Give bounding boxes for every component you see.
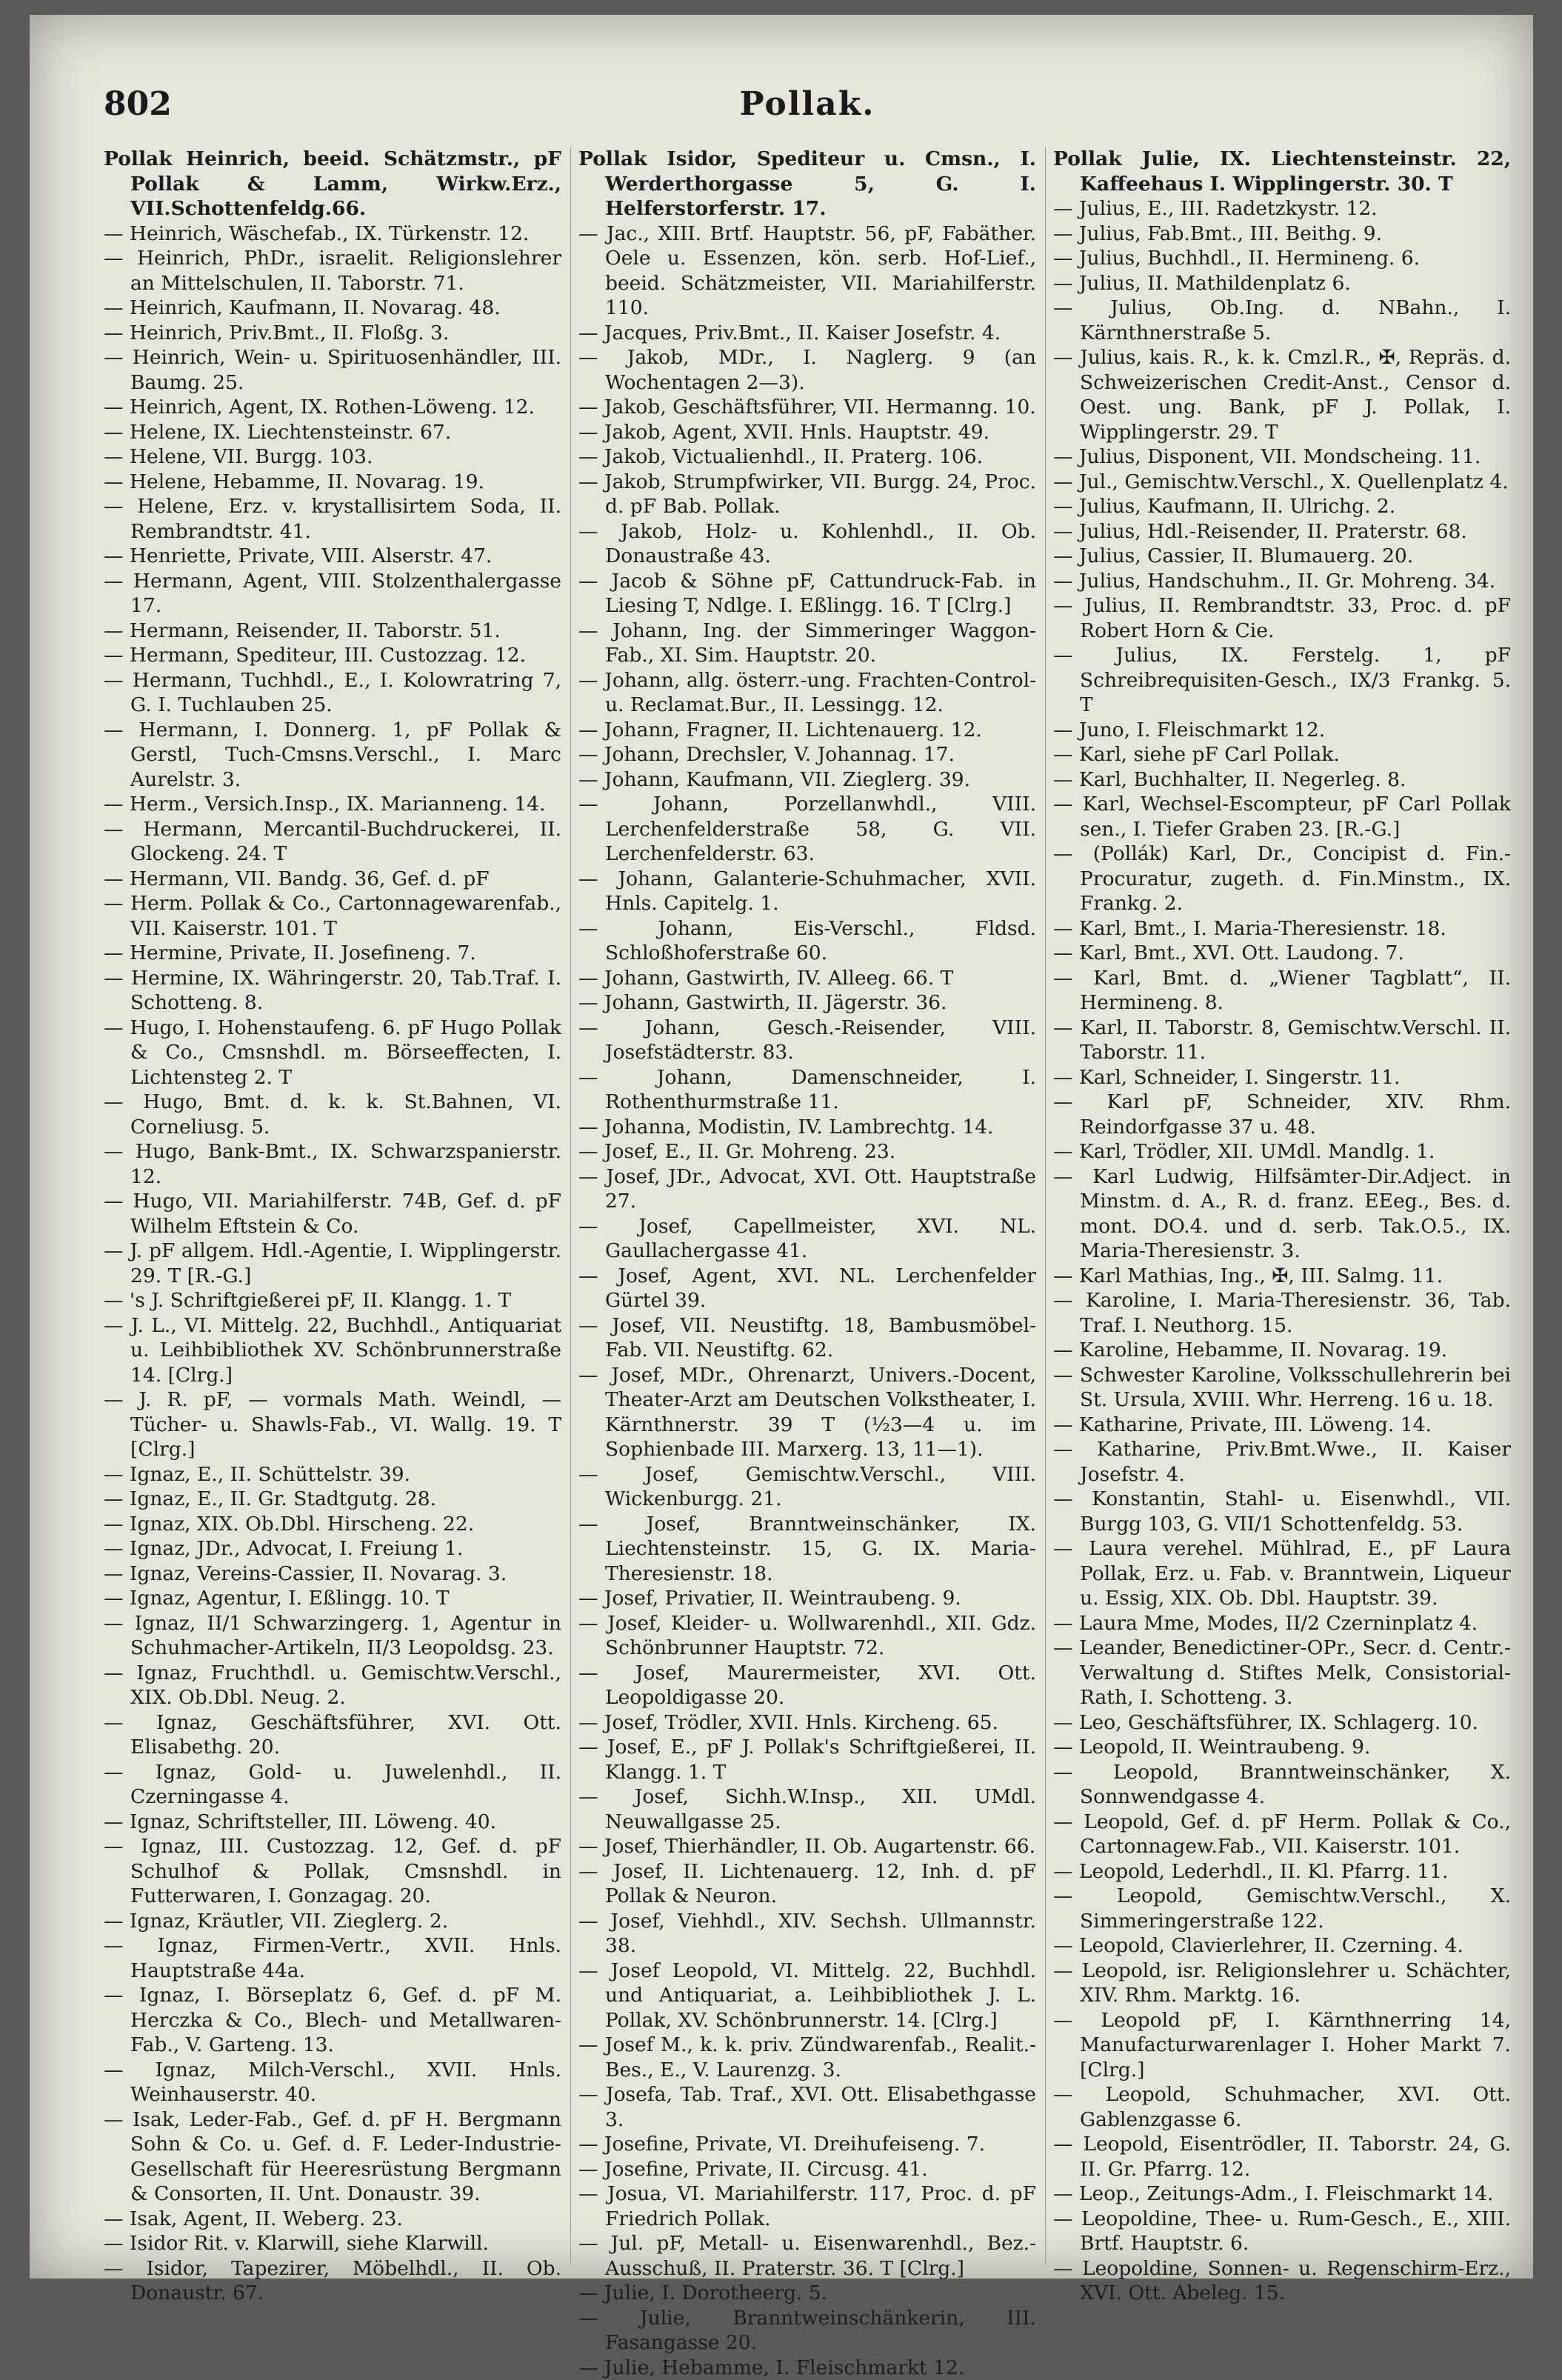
- directory-entry: — Johann, Damenschneider, I. Rothenthurmstraße 11.: [578, 1065, 1036, 1115]
- directory-entry-head: Pollak Julie, IX. Liechtensteinstr. 22, Kaffeehaus I. Wipplingerstr. 30. T: [1053, 147, 1511, 196]
- directory-entry: — Laura Mme, Modes, II/2 Czerninplatz 4.: [1053, 1611, 1511, 1636]
- page-header: [104, 85, 1511, 137]
- column-1: [104, 147, 561, 2265]
- directory-entry: — Johann, Gastwirth, IV. Alleeg. 66. T: [578, 966, 1036, 991]
- directory-entry: — Leopold, Schuhmacher, XVI. Ott. Gablenzgasse 6.: [1053, 2082, 1511, 2132]
- directory-entry: — Jacques, Priv.Bmt., II. Kaiser Josefstr. 4.: [578, 321, 1036, 346]
- directory-entry: — Hermine, Private, II. Josefineng. 7.: [104, 941, 561, 966]
- directory-entry: — Karl Ludwig, Hilfsämter-Dir.Adject. in Minstm. d. A., R. d. franz. EEeg., Bes. d. mont. DO.4. und d. serb. Tak.O.5., IX. Maria-Theresienstr. 3.: [1053, 1164, 1511, 1264]
- directory-entry: — Heinrich, Wäschefab., IX. Türkenstr. 12.: [104, 221, 561, 247]
- directory-entry: — Josef, II. Lichtenauerg. 12, Inh. d. pF Pollak & Neuron.: [578, 1859, 1036, 1909]
- page-title: Pollak.: [104, 85, 1511, 123]
- directory-entry: — Jakob, Agent, XVII. Hnls. Hauptstr. 49.: [578, 420, 1036, 445]
- directory-entry: — Julius, kais. R., k. k. Cmzl.R., ✠, Repräs. d. Schweizerischen Credit-Anst., Censor d. Oest. ung. Bank, pF J. Pollak, I. Wipplingerstr. 29. T: [1053, 345, 1511, 444]
- directory-entry: — Julius, II. Mathildenplatz 6.: [1053, 271, 1511, 296]
- directory-entry: — Hermine, IX. Währingerstr. 20, Tab.Traf. I. Schotteng. 8.: [104, 966, 561, 1016]
- directory-entry: — J. L., VI. Mittelg. 22, Buchhdl., Antiquariat u. Leihbibliothek XV. Schönbrunnerstraße 14. [Clrg.]: [104, 1313, 561, 1388]
- directory-entry: — Johann, Gesch.-Reisender, VIII. Josefstädterstr. 83.: [578, 1016, 1036, 1065]
- directory-entry: — Heinrich, Wein- u. Spirituosenhändler, III. Baumg. 25.: [104, 345, 561, 395]
- directory-entry: — Leopold pF, I. Kärnthnerring 14, Manufacturwarenlager I. Hoher Markt 7. [Clrg.]: [1053, 2008, 1511, 2083]
- directory-entry: — Julius, Ob.Ing. d. NBahn., I. Kärnthnerstraße 5.: [1053, 296, 1511, 345]
- directory-entry: — Heinrich, Agent, IX. Rothen-Löweng. 12.: [104, 395, 561, 420]
- directory-entry: — Hugo, Bank-Bmt., IX. Schwarzspanierstr. 12.: [104, 1139, 561, 1189]
- directory-columns: [104, 147, 1511, 2265]
- directory-entry: — Josef, Kleider- u. Wollwarenhdl., XII. Gdz. Schönbrunner Hauptstr. 72.: [578, 1611, 1036, 1661]
- directory-entry: — Karl pF, Schneider, XIV. Rhm. Reindorfgasse 37 u. 48.: [1053, 1090, 1511, 1139]
- directory-entry: — Ignaz, I. Börseplatz 6, Gef. d. pF M. Herczka & Co., Blech- und Metallwaren-Fab., V. Garteng. 13.: [104, 1983, 561, 2058]
- directory-entry: — Ignaz, Milch-Verschl., XVII. Hnls. Weinhauserstr. 40.: [104, 2058, 561, 2107]
- directory-entry: — Schwester Karoline, Volksschullehrerin bei St. Ursula, XVIII. Whr. Herreng. 16 u. 18.: [1053, 1363, 1511, 1413]
- directory-entry: — Karl Mathias, Ing., ✠, III. Salmg. 11.: [1053, 1264, 1511, 1289]
- directory-entry: — Hermann, I. Donnerg. 1, pF Pollak & Gerstl, Tuch-Cmsns.Verschl., I. Marc Aurelstr. 3.: [104, 718, 561, 793]
- directory-entry: — Jakob, Strumpfwirker, VII. Burgg. 24, Proc. d. pF Bab. Pollak.: [578, 470, 1036, 519]
- directory-entry: — Josefa, Tab. Traf., XVI. Ott. Elisabethgasse 3.: [578, 2082, 1036, 2132]
- directory-entry: — Leander, Benedictiner-OPr., Secr. d. Centr.-Verwaltung d. Stiftes Melk, Consistorial-Rath, I. Schotteng. 3.: [1053, 1636, 1511, 1710]
- directory-entry: — Karl, Bmt. d. „Wiener Tagblatt“, II. Hermineng. 8.: [1053, 966, 1511, 1016]
- directory-entry: — Johanna, Modistin, IV. Lambrechtg. 14.: [578, 1115, 1036, 1140]
- directory-entry: — Josef, E., II. Gr. Mohreng. 23.: [578, 1139, 1036, 1164]
- directory-entry: — Julius, Cassier, II. Blumauerg. 20.: [1053, 544, 1511, 569]
- directory-entry: — (Pollák) Karl, Dr., Concipist d. Fin.-Procuratur, zugeth. d. Fin.Minstm., IX. Frankg. 2.: [1053, 841, 1511, 916]
- directory-entry: — Ignaz, III. Custozzag. 12, Gef. d. pF Schulhof & Pollak, Cmsnshdl. in Futterwaren, I. Gonzagag. 20.: [104, 1834, 561, 1909]
- directory-entry: — Josef, MDr., Ohrenarzt, Univers.-Docent, Theater-Arzt am Deutschen Volkstheater, I. Kärnthnerstr. 39 T (½3—4 u. im Sophienbade III. Marxerg. 13, 11—1).: [578, 1363, 1036, 1462]
- directory-entry: — Leopold, Clavierlehrer, II. Czerning. 4.: [1053, 1933, 1511, 1959]
- directory-entry: — Josef, Viehhdl., XIV. Sechsh. Ullmannstr. 38.: [578, 1909, 1036, 1959]
- directory-entry: — Julius, II. Rembrandtstr. 33, Proc. d. pF Robert Horn & Cie.: [1053, 593, 1511, 643]
- directory-entry: — Josef, E., pF J. Pollak's Schriftgießerei, II. Klangg. 1. T: [578, 1735, 1036, 1784]
- directory-entry: — J. pF allgem. Hdl.-Agentie, I. Wipplingerstr. 29. T [R.-G.]: [104, 1239, 561, 1288]
- directory-entry: — Hugo, I. Hohenstaufeng. 6. pF Hugo Pollak & Co., Cmsnshdl. m. Börseeffecten, I. Lichtensteg 2. T: [104, 1016, 561, 1090]
- directory-entry: — Hermann, Agent, VIII. Stolzenthalergasse 17.: [104, 569, 561, 619]
- directory-page: [30, 15, 1533, 2279]
- directory-entry: — Julius, E., III. Radetzkystr. 12.: [1053, 196, 1511, 221]
- directory-entry: — Herm. Pollak & Co., Cartonnagewarenfab., VII. Kaiserstr. 101. T: [104, 891, 561, 941]
- directory-entry: — Julius, Fab.Bmt., III. Beithg. 9.: [1053, 221, 1511, 247]
- directory-entry: — Johann, Ing. der Simmeringer Waggon-Fab., XI. Sim. Hauptstr. 20.: [578, 619, 1036, 668]
- column-2: [578, 147, 1036, 2265]
- directory-entry: — Leopold, II. Weintraubeng. 9.: [1053, 1735, 1511, 1760]
- directory-entry: — Julie, I. Dorotheerg. 5.: [578, 2281, 1036, 2306]
- directory-entry: — Josef, Agent, XVI. NL. Lerchenfelder Gürtel 39.: [578, 1264, 1036, 1313]
- directory-entry: — Julie, Hebamme, I. Fleischmarkt 12.: [578, 2356, 1036, 2380]
- directory-entry: — Konstantin, Stahl- u. Eisenwhdl., VII. Burgg 103, G. VII/1 Schottenfeldg. 53.: [1053, 1487, 1511, 1536]
- directory-entry: — Josef, Privatier, II. Weintraubeng. 9.: [578, 1586, 1036, 1611]
- directory-entry: — Katharine, Private, III. Löweng. 14.: [1053, 1413, 1511, 1438]
- directory-entry-head: Pollak Heinrich, beeid. Schätzmstr., pF Pollak & Lamm, Wirkw.Erz., VII.Schottenfeldg.66.: [104, 147, 561, 221]
- directory-entry: — Johann, Galanterie-Schuhmacher, XVII. Hnls. Capitelg. 1.: [578, 867, 1036, 916]
- directory-entry: — Jac., XIII. Brtf. Hauptstr. 56, pF, Fabäther. Oele u. Essenzen, kön. serb. Hof-Lief., beeid. Schätzmeister, VII. Mariahilferstr. 110.: [578, 221, 1036, 321]
- directory-entry: — Jul. pF, Metall- u. Eisenwarenhdl., Bez.-Ausschuß, II. Praterstr. 36. T [Clrg.]: [578, 2231, 1036, 2281]
- directory-entry: — Josefine, Private, II. Circusg. 41.: [578, 2157, 1036, 2182]
- directory-entry: — Ignaz, Firmen-Vertr., XVII. Hnls. Hauptstraße 44a.: [104, 1933, 561, 1983]
- directory-entry: — Leopold, Eisentrödler, II. Taborstr. 24, G. II. Gr. Pfarrg. 12.: [1053, 2132, 1511, 2181]
- column-3: [1053, 147, 1511, 2265]
- directory-entry: — Karl, Trödler, XII. UMdl. Mandlg. 1.: [1053, 1139, 1511, 1164]
- directory-entry: — Leopoldine, Sonnen- u. Regenschirm-Erz., XVI. Ott. Abeleg. 15.: [1053, 2256, 1511, 2306]
- directory-entry: — 's J. Schriftgießerei pF, II. Klangg. 1. T: [104, 1288, 561, 1313]
- directory-entry: — Ignaz, E., II. Gr. Stadtgutg. 28.: [104, 1487, 561, 1512]
- directory-entry: — Julius, Buchhdl., II. Hermineng. 6.: [1053, 246, 1511, 271]
- directory-entry: — Heinrich, Kaufmann, II. Novarag. 48.: [104, 296, 561, 321]
- directory-entry: — Hermann, Tuchhdl., E., I. Kolowratring 7, G. I. Tuchlauben 25.: [104, 668, 561, 718]
- directory-entry: — Heinrich, PhDr., israelit. Religionslehrer an Mittelschulen, II. Taborstr. 71.: [104, 246, 561, 296]
- directory-entry: — Josef, Sichh.W.Insp., XII. UMdl. Neuwallgasse 25.: [578, 1784, 1036, 1834]
- directory-entry: — Herm., Versich.Insp., IX. Marianneng. 14.: [104, 792, 561, 817]
- directory-entry: — Julius, Disponent, VII. Mondscheing. 11.: [1053, 444, 1511, 470]
- directory-entry: — Josef, Branntweinschänker, IX. Liechtensteinstr. 15, G. IX. Maria-Theresienstr. 18.: [578, 1512, 1036, 1587]
- directory-entry: — Josef, JDr., Advocat, XVI. Ott. Hauptstraße 27.: [578, 1164, 1036, 1214]
- directory-entry: — Ignaz, II/1 Schwarzingerg. 1, Agentur in Schuhmacher-Artikeln, II/3 Leopoldsg. 23.: [104, 1611, 561, 1661]
- directory-entry: — Karl, Schneider, I. Singerstr. 11.: [1053, 1065, 1511, 1090]
- directory-entry: — Julius, Kaufmann, II. Ulrichg. 2.: [1053, 494, 1511, 519]
- directory-entry: — Josef, Gemischtw.Verschl., VIII. Wickenburgg. 21.: [578, 1462, 1036, 1512]
- directory-entry: — Julius, IX. Ferstelg. 1, pF Schreibrequisiten-Gesch., IX/3 Frankg. 5. T: [1053, 643, 1511, 718]
- directory-entry: — Helene, VII. Burgg. 103.: [104, 444, 561, 470]
- directory-entry: — Leo, Geschäftsführer, IX. Schlagerg. 10.: [1053, 1710, 1511, 1736]
- directory-entry: — Johann, Porzellanwhdl., VIII. Lerchenfelderstraße 58, G. VII. Lerchenfelderstr. 63.: [578, 792, 1036, 867]
- directory-entry: — Ignaz, XIX. Ob.Dbl. Hirscheng. 22.: [104, 1512, 561, 1537]
- directory-entry: — Ignaz, Schriftsteller, III. Löweng. 40.: [104, 1810, 561, 1835]
- directory-entry: — Josua, VI. Mariahilferstr. 117, Proc. d. pF Friedrich Pollak.: [578, 2181, 1036, 2231]
- directory-entry: — Isak, Agent, II. Weberg. 23.: [104, 2207, 561, 2232]
- directory-entry: — Ignaz, Fruchthdl. u. Gemischtw.Verschl., XIX. Ob.Dbl. Neug. 2.: [104, 1661, 561, 1710]
- directory-entry: — Jakob, Geschäftsführer, VII. Hermanng. 10.: [578, 395, 1036, 420]
- directory-entry: — Karl, Buchhalter, II. Negerleg. 8.: [1053, 767, 1511, 793]
- directory-entry: — Ignaz, Geschäftsführer, XVI. Ott. Elisabethg. 20.: [104, 1710, 561, 1760]
- directory-entry: — Leopold, isr. Religionslehrer u. Schächter, XIV. Rhm. Marktg. 16.: [1053, 1959, 1511, 2008]
- directory-entry: — Hermann, VII. Bandg. 36, Gef. d. pF: [104, 867, 561, 892]
- directory-entry: — Ignaz, Vereins-Cassier, II. Novarag. 3.: [104, 1561, 561, 1587]
- directory-entry: — Josef M., k. k. priv. Zündwarenfab., Realit.-Bes., E., V. Laurenzg. 3.: [578, 2033, 1036, 2082]
- directory-entry: — Ignaz, Agentur, I. Eßlingg. 10. T: [104, 1586, 561, 1611]
- directory-entry: — Johann, Drechsler, V. Johannag. 17.: [578, 742, 1036, 767]
- directory-entry: — Ignaz, Gold- u. Juwelenhdl., II. Czerningasse 4.: [104, 1760, 561, 1810]
- directory-entry: — Karl, Bmt., XVI. Ott. Laudong. 7.: [1053, 941, 1511, 966]
- directory-entry: — Karl, Bmt., I. Maria-Theresienstr. 18.: [1053, 916, 1511, 941]
- directory-entry: — Johann, Gastwirth, II. Jägerstr. 36.: [578, 990, 1036, 1016]
- directory-entry: — Laura verehel. Mühlrad, E., pF Laura Pollak, Erz. u. Fab. v. Branntwein, Liqueur u. Essig, XIX. Ob. Dbl. Hauptstr. 39.: [1053, 1536, 1511, 1611]
- directory-entry: — Josef Leopold, VI. Mittelg. 22, Buchhdl. und Antiquariat, a. Leihbibliothek J. L. Pollak, XV. Schönbrunnerstr. 14. [Clrg.]: [578, 1959, 1036, 2033]
- directory-entry: — Katharine, Priv.Bmt.Wwe., II. Kaiser Josefstr. 4.: [1053, 1437, 1511, 1487]
- directory-entry: — Jakob, Victualienhdl., II. Praterg. 106.: [578, 444, 1036, 470]
- directory-entry: — Leopold, Gemischtw.Verschl., X. Simmeringerstraße 122.: [1053, 1884, 1511, 1933]
- directory-entry: — Josef, Trödler, XVII. Hnls. Kircheng. 65.: [578, 1710, 1036, 1736]
- directory-entry: — Hugo, VII. Mariahilferstr. 74B, Gef. d. pF Wilhelm Eftstein & Co.: [104, 1189, 561, 1239]
- directory-entry: — Karl, Wechsel-Escompteur, pF Carl Pollak sen., I. Tiefer Graben 23. [R.-G.]: [1053, 792, 1511, 841]
- directory-entry: — Johann, Kaufmann, VII. Zieglerg. 39.: [578, 767, 1036, 793]
- column-divider: [570, 147, 571, 2265]
- directory-entry: — Julius, Hdl.-Reisender, II. Praterstr. 68.: [1053, 519, 1511, 544]
- directory-entry: — Heinrich, Priv.Bmt., II. Floßg. 3.: [104, 321, 561, 346]
- column-divider: [1045, 147, 1046, 2265]
- directory-entry: — Hermann, Spediteur, III. Custozzag. 12.: [104, 643, 561, 668]
- directory-entry: — Johann, allg. österr.-ung. Frachten-Control- u. Reclamat.Bur., II. Lessingg. 12.: [578, 668, 1036, 718]
- directory-entry: — Karl, siehe pF Carl Pollak.: [1053, 742, 1511, 767]
- directory-entry: — Helene, Erz. v. krystallisirtem Soda, II. Rembrandtstr. 41.: [104, 494, 561, 544]
- directory-entry: — Jacob & Söhne pF, Cattundruck-Fab. in Liesing T, Ndlge. I. Eßlingg. 16. T [Clrg.]: [578, 569, 1036, 619]
- directory-entry: — Ignaz, JDr., Advocat, I. Freiung 1.: [104, 1536, 561, 1561]
- directory-entry: — Julius, Handschuhm., II. Gr. Mohreng. 34.: [1053, 569, 1511, 594]
- directory-entry: — Josef, VII. Neustiftg. 18, Bambusmöbel-Fab. VII. Neustiftg. 62.: [578, 1313, 1036, 1363]
- directory-entry: — Josef, Maurermeister, XVI. Ott. Leopoldigasse 20.: [578, 1661, 1036, 1710]
- directory-entry: — Leopold, Lederhdl., II. Kl. Pfarrg. 11.: [1053, 1859, 1511, 1884]
- directory-entry: — Hermann, Mercantil-Buchdruckerei, II. Glockeng. 24. T: [104, 817, 561, 867]
- directory-entry: — Josef, Thierhändler, II. Ob. Augartenstr. 66.: [578, 1834, 1036, 1859]
- directory-entry: — Jakob, MDr., I. Naglerg. 9 (an Wochentagen 2—3).: [578, 345, 1036, 395]
- directory-entry: — Johann, Fragner, II. Lichtenauerg. 12.: [578, 718, 1036, 743]
- directory-entry: — Josef, Capellmeister, XVI. NL. Gaullachergasse 41.: [578, 1214, 1036, 1264]
- directory-entry: — Juno, I. Fleischmarkt 12.: [1053, 718, 1511, 743]
- directory-entry: — Karoline, I. Maria-Theresienstr. 36, Tab. Traf. I. Neuthorg. 15.: [1053, 1288, 1511, 1338]
- directory-entry: — Isak, Leder-Fab., Gef. d. pF H. Bergmann Sohn & Co. u. Gef. d. F. Leder-Industrie-Gesellschaft für Heeresrüstung Bergmann & Consorten, II. Unt. Donaustr. 39.: [104, 2107, 561, 2207]
- directory-entry-head: Pollak Isidor, Spediteur u. Cmsn., I. Werderthorgasse 5, G. I. Helferstorferstr. 17.: [578, 147, 1036, 221]
- directory-entry: — Jul., Gemischtw.Verschl., X. Quellenplatz 4.: [1053, 470, 1511, 495]
- directory-entry: — Helene, Hebamme, II. Novarag. 19.: [104, 470, 561, 495]
- directory-entry: — Jakob, Holz- u. Kohlenhdl., II. Ob. Donaustraße 43.: [578, 519, 1036, 569]
- directory-entry: — Leopold, Gef. d. pF Herm. Pollak & Co., Cartonnagew.Fab., VII. Kaiserstr. 101.: [1053, 1810, 1511, 1859]
- directory-entry: — Henriette, Private, VIII. Alserstr. 47.: [104, 544, 561, 569]
- directory-entry: — Julie, Branntweinschänkerin, III. Fasangasse 20.: [578, 2306, 1036, 2356]
- directory-entry: — Josefine, Private, VI. Dreihufeiseng. 7.: [578, 2132, 1036, 2157]
- directory-entry: — Isidor, Tapezirer, Möbelhdl., II. Ob. Donaustr. 67.: [104, 2256, 561, 2306]
- directory-entry: — Hugo, Bmt. d. k. k. St.Bahnen, VI. Corneliusg. 5.: [104, 1090, 561, 1139]
- directory-entry: — Isidor Rit. v. Klarwill, siehe Klarwill.: [104, 2231, 561, 2256]
- directory-entry: — Leop., Zeitungs-Adm., I. Fleischmarkt 14.: [1053, 2181, 1511, 2207]
- directory-entry: — Leopold, Branntweinschänker, X. Sonnwendgasse 4.: [1053, 1760, 1511, 1810]
- directory-entry: — Ignaz, Kräutler, VII. Zieglerg. 2.: [104, 1909, 561, 1934]
- directory-entry: — Ignaz, E., II. Schüttelstr. 39.: [104, 1462, 561, 1487]
- directory-entry: — Johann, Eis-Verschl., Fldsd. Schloßhoferstraße 60.: [578, 916, 1036, 966]
- directory-entry: — Karoline, Hebamme, II. Novarag. 19.: [1053, 1338, 1511, 1363]
- directory-entry: — J. R. pF, — vormals Math. Weindl, — Tücher- u. Shawls-Fab., VI. Wallg. 19. T [Clrg.]: [104, 1387, 561, 1462]
- directory-entry: — Leopoldine, Thee- u. Rum-Gesch., E., XIII. Brtf. Hauptstr. 6.: [1053, 2207, 1511, 2256]
- page-number: 802: [104, 85, 172, 123]
- directory-entry: — Hermann, Reisender, II. Taborstr. 51.: [104, 619, 561, 644]
- directory-entry: — Karl, II. Taborstr. 8, Gemischtw.Verschl. II. Taborstr. 11.: [1053, 1016, 1511, 1065]
- directory-entry: — Helene, IX. Liechtensteinstr. 67.: [104, 420, 561, 445]
